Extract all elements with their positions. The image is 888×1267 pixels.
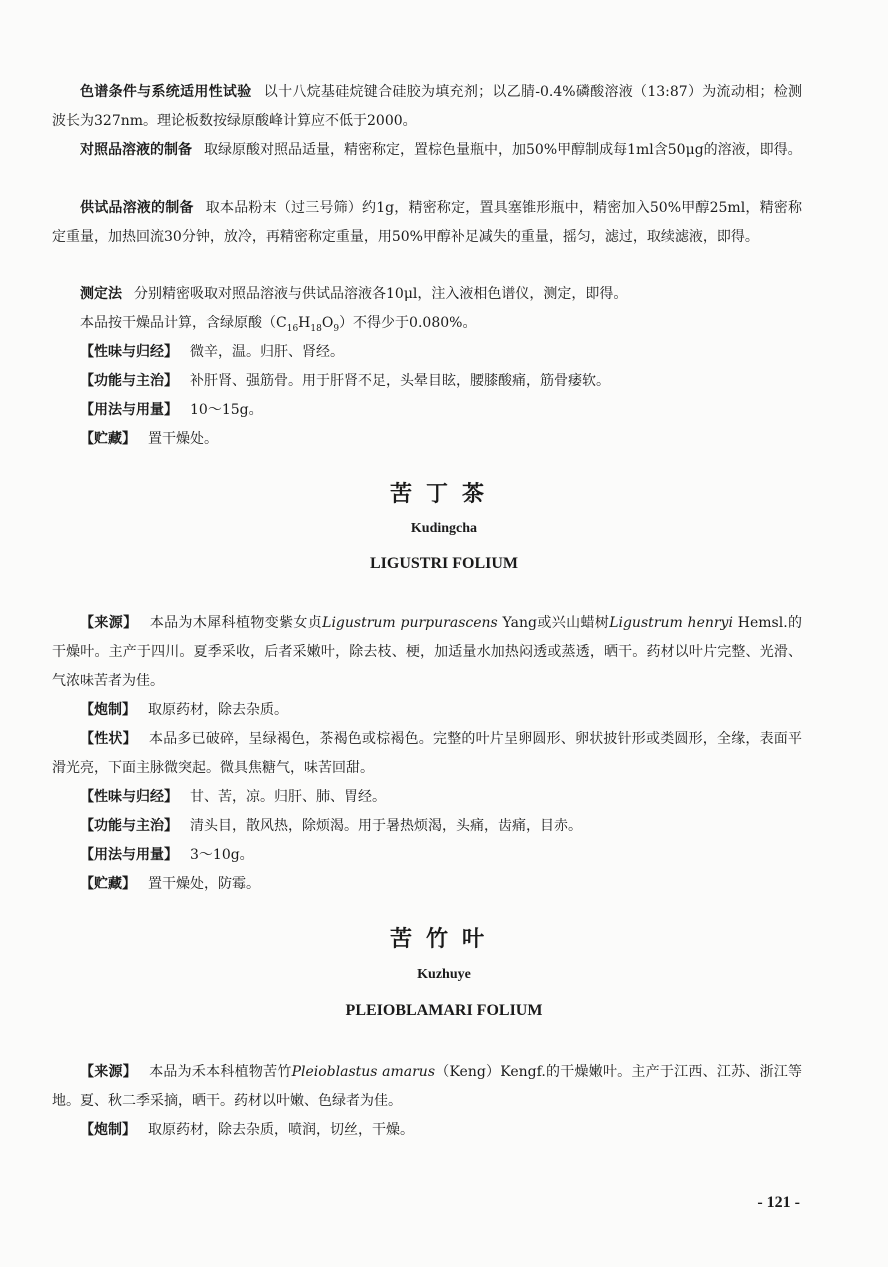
kudingcha-latin-name: LIGUSTRI FOLIUM <box>369 555 519 572</box>
kudingcha-nature: 【性味与归经】 甘、苦，凉。归肝、肺、胃经。 <box>80 789 386 805</box>
chromatography-conditions: 色谱条件与系统适用性试验 以十八烷基硅烷键合硅胶为填充剂；以乙腈-0.4%磷酸溶液（13:87）为流动相；检测波长为327nm。理论板数按绿原酸峰计算应不低于2000。 <box>52 84 802 129</box>
nature-meridian: 【性味与归经】 微辛，温。归肝、肾经。 <box>80 344 344 360</box>
usage-dosage: 【用法与用量】 10～15g。 <box>80 402 263 418</box>
page-number: - 121 - <box>757 1194 800 1211</box>
assay-method: 测定法 分别精密吸取对照品溶液与供试品溶液各10μl，注入液相色谱仪，测定，即得。 <box>80 286 628 302</box>
kudingcha-character: 【性状】 本品多已破碎，呈绿褐色，茶褐色或棕褐色。完整的叶片呈卵圆形、卵状披针形或类圆形，全缘，表面平滑光亮，下面主脉微突起。微具焦糖气，味苦回甜。 <box>52 731 803 776</box>
kudingcha-title: 苦丁茶 <box>389 482 498 507</box>
kuzhuye-latin-name: PLEIOBLAMARI FOLIUM <box>345 1002 543 1019</box>
kudingcha-dosage: 【用法与用量】 3～10g。 <box>80 847 254 863</box>
kudingcha-processing: 【炮制】 取原药材，除去杂质。 <box>80 702 288 718</box>
kuzhuye-pinyin: Kuzhuye <box>417 967 471 982</box>
kudingcha-function: 【功能与主治】 清头目，散风热，除烦渴。用于暑热烦渴，头痛，齿痛，目赤。 <box>80 818 582 834</box>
kudingcha-pinyin: Kudingcha <box>410 521 478 536</box>
kuzhuye-source: 【来源】 本品为禾本科植物苦竹Pleioblastus amarus（Keng）Kengf.的干燥嫩叶。主产于江西、江苏、浙江等地。夏、秋二季采摘，晒干。药材以叶嫩、色绿者为佳。 <box>52 1064 803 1109</box>
kuzhuye-processing: 【炮制】 取原药材，除去杂质，喷润，切丝，干燥。 <box>80 1122 414 1138</box>
function-indication: 【功能与主治】 补肝肾、强筋骨。用于肝肾不足，头晕目眩，腰膝酸痛，筋骨痿软。 <box>80 373 610 389</box>
storage: 【贮藏】 置干燥处。 <box>80 431 218 447</box>
reference-solution-prep: 对照品溶液的制备 取绿原酸对照品适量，精密称定，置棕色量瓶中，加50%甲醇制成每1ml含50μg的溶液，即得。 <box>80 142 802 158</box>
test-solution-prep: 供试品溶液的制备 取本品粉末（过三号筛）约1g，精密称定，置具塞锥形瓶中，精密加入50%甲醇25ml，精密称定重量，加热回流30分钟，放冷，再精密称定重量，用50%甲醇补足减失的重量，摇匀，滤过，取续滤液，即得。 <box>52 200 802 245</box>
kudingcha-source: 【来源】 本品为木犀科植物变紫女贞Ligustrum purpurascens Yang或兴山蜡树Ligustrum henryi Hemsl.的干燥叶。主产于四川。夏季采收，后者采嫩叶，除去枝、梗，加适量水加热闷透或蒸透，晒干。药材以叶片完整、光滑、气浓味苦者为佳。 <box>52 615 803 689</box>
kudingcha-storage: 【贮藏】 置干燥处，防霉。 <box>80 876 260 892</box>
kuzhuye-title: 苦竹叶 <box>389 927 498 952</box>
content-requirement: 本品按干燥品计算，含绿原酸$(C_{16}H_{18}O_9)$不得少于0.080%。 <box>80 315 477 334</box>
